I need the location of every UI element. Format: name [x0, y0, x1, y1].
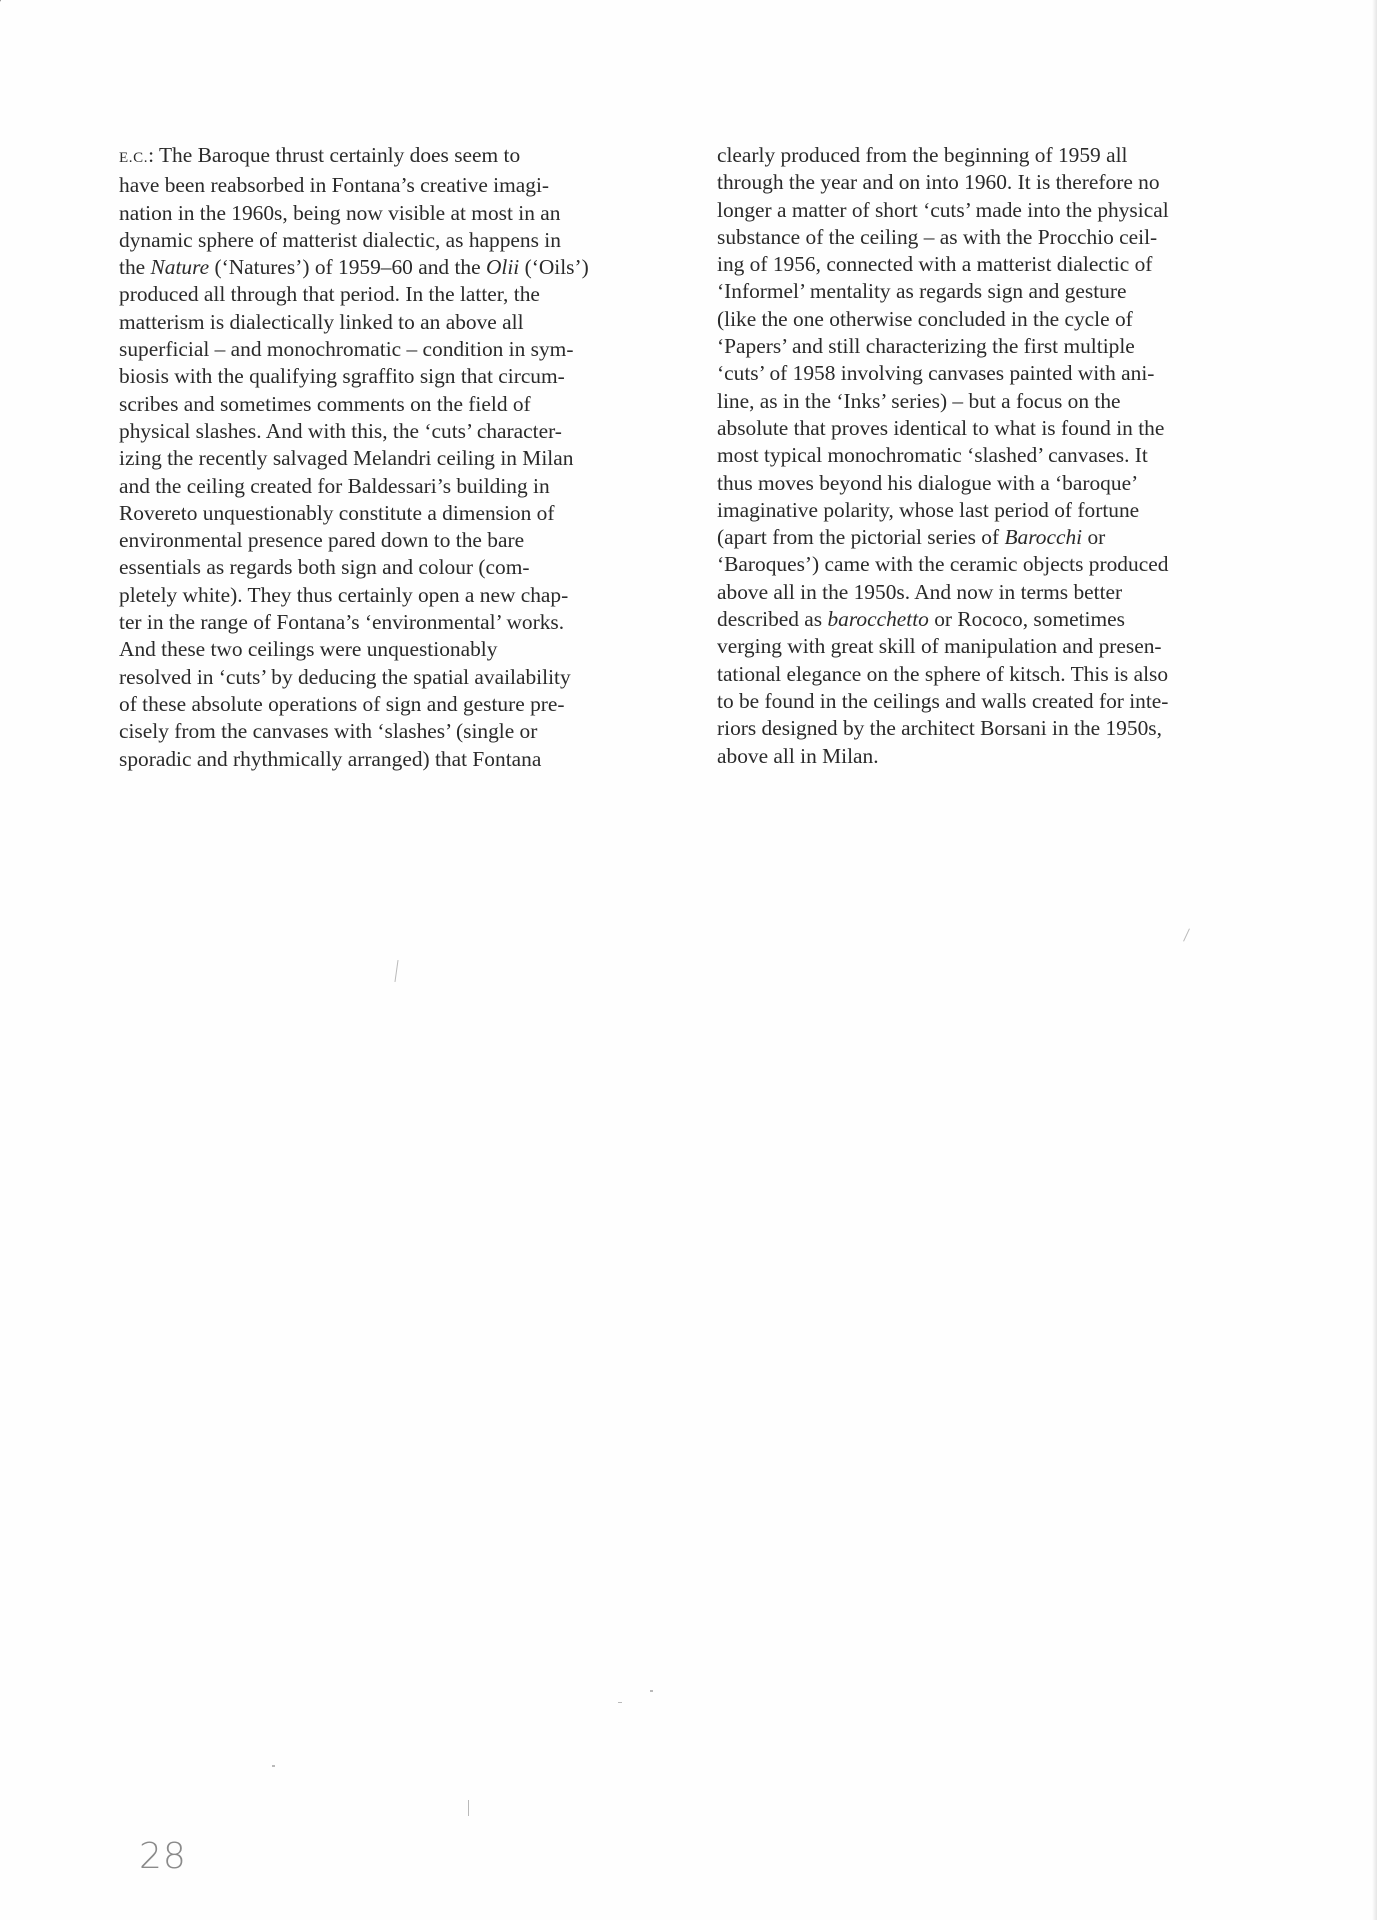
text-line: of these absolute operations of sign and gesture pre-: [119, 691, 565, 716]
text-line: line, as in the ‘Inks’ series) – but a focus on the: [717, 388, 1121, 413]
text-segment: the: [119, 255, 151, 280]
text-line: pletely white). They thus certainly open a new chap-: [119, 582, 569, 607]
text-line: izing the recently salvaged Melandri ceiling in Milan: [119, 446, 574, 471]
text-line: biosis with the qualifying sgraffito sign that circum-: [119, 364, 565, 389]
text-segment: described as: [717, 607, 828, 632]
scan-speck: [272, 1765, 275, 1767]
text-line: riors designed by the architect Borsani in the 1950s,: [717, 716, 1162, 741]
text-segment: (‘Natures’) of 1959–60 and the: [209, 255, 486, 280]
text-line: cisely from the canvases with ‘slashes’ (single or: [119, 719, 538, 744]
text-line: Rovereto unquestionably constitute a dimension of: [119, 500, 555, 525]
text-line: ‘Baroques’) came with the ceramic objects produced: [717, 552, 1169, 577]
right-text-column: [717, 142, 1279, 770]
text-line: verging with great skill of manipulation and presen-: [717, 634, 1162, 659]
text-line: essentials as regards both sign and colour (com-: [119, 555, 530, 580]
text-line: ‘Papers’ and still characterizing the first multiple: [717, 334, 1135, 359]
italic-term: barocchetto: [827, 607, 929, 632]
text-line: (like the one otherwise concluded in the cycle of: [717, 306, 1133, 331]
text-line: clearly produced from the beginning of 1959 all: [717, 143, 1128, 167]
text-line: and the ceiling created for Baldessari’s building in: [119, 473, 550, 498]
text-line: [717, 606, 1279, 633]
text-line-content: : The Baroque thrust certainly does seem to: [148, 143, 521, 167]
page-edge-shadow: [1372, 0, 1377, 1920]
text-line: matterism is dialectically linked to an above all: [119, 309, 524, 334]
text-segment: (‘Oils’): [519, 255, 589, 280]
text-line: to be found in the ceilings and walls created for inte-: [717, 688, 1169, 713]
text-line: superficial – and monochromatic – condition in sym-: [119, 337, 574, 362]
text-line: tational elegance on the sphere of kitsch. This is also: [717, 661, 1169, 686]
text-line: longer a matter of short ‘cuts’ made into the physical: [717, 197, 1169, 222]
italic-title: Barocchi: [1004, 525, 1083, 550]
italic-title: Nature: [150, 255, 210, 280]
text-line: above all in the 1950s. And now in terms better: [717, 579, 1123, 604]
text-line: nation in the 1960s, being now visible at most in an: [119, 200, 561, 225]
text-line: absolute that proves identical to what is found in the: [717, 415, 1165, 440]
text-segment: or Rococo, sometimes: [928, 607, 1125, 632]
scan-speck: [1183, 928, 1190, 941]
scan-speck: [650, 1690, 653, 1692]
text-line: [119, 142, 669, 172]
corner-scan-mark: [0, 0, 21, 20]
scan-speck: [468, 1800, 469, 1816]
text-line: ‘Informel’ mentality as regards sign and gesture: [717, 279, 1127, 304]
text-line: scribes and sometimes comments on the field of: [119, 391, 531, 416]
text-line: imaginative polarity, whose last period of fortune: [717, 497, 1140, 522]
scan-speck: [618, 1702, 622, 1703]
text-line: dynamic sphere of matterist dialectic, as happens in: [119, 227, 561, 252]
text-line: [717, 524, 1279, 551]
text-line: produced all through that period. In the latter, the: [119, 282, 540, 307]
text-line: through the year and on into 1960. It is therefore no: [717, 170, 1160, 195]
text-line: [119, 254, 669, 281]
text-segment: or: [1082, 525, 1106, 550]
text-line: have been reabsorbed in Fontana’s creative imagi-: [119, 173, 550, 198]
text-line: resolved in ‘cuts’ by deducing the spatial availability: [119, 664, 571, 689]
text-line: ing of 1956, connected with a matterist dialectic of: [717, 252, 1153, 277]
text-line: above all in Milan.: [717, 743, 879, 768]
text-line: physical slashes. And with this, the ‘cuts’ character-: [119, 418, 562, 443]
italic-title: Olii: [485, 255, 520, 280]
text-line: sporadic and rhythmically arranged) that Fontana: [119, 746, 542, 771]
text-line: thus moves beyond his dialogue with a ‘baroque’: [717, 470, 1139, 495]
left-text-column: [119, 142, 669, 773]
text-line: most typical monochromatic ‘slashed’ canvases. It: [717, 443, 1148, 468]
text-segment: (apart from the pictorial series of: [717, 525, 1005, 550]
scan-speck: [394, 960, 398, 982]
text-line: ter in the range of Fontana’s ‘environmental’ works.: [119, 610, 565, 635]
text-line: And these two ceilings were unquestionably: [119, 637, 498, 662]
text-line: environmental presence pared down to the bare: [119, 528, 525, 553]
page-number: 28: [139, 1836, 187, 1877]
text-line: substance of the ceiling – as with the Procchio ceil-: [717, 224, 1158, 249]
text-line: ‘cuts’ of 1958 involving canvases painted with ani-: [717, 361, 1155, 386]
speaker-initials: E.C.: [119, 150, 149, 166]
